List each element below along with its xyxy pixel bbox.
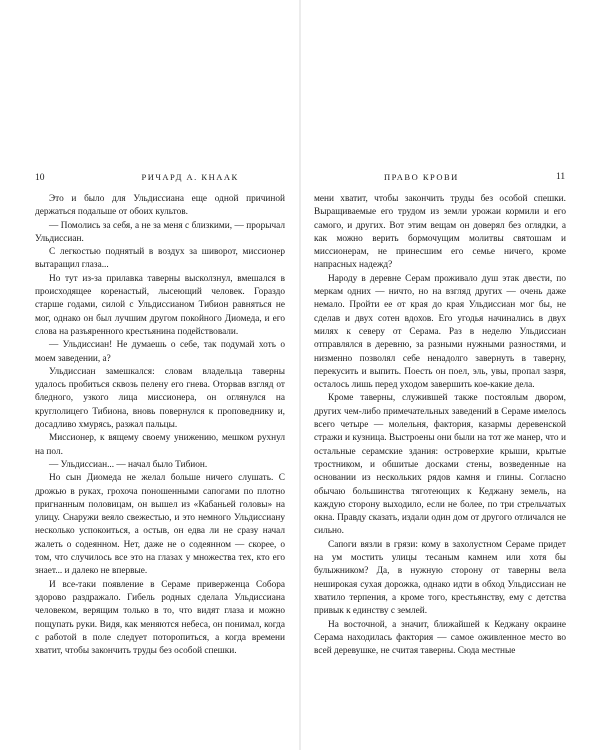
paragraph: — Ульдиссиан... — начал было Тибион. [49,459,208,470]
left-page-body [35,193,285,658]
right-page-body [314,193,566,658]
right-page-number: 11 [556,172,566,182]
left-page-header [35,172,335,183]
paragraph: С легкостью поднятый в воздух за шиворот, миссионер вытаращил глаза... [35,247,285,271]
paragraph: На восточной, а значит, ближайшей к Кеджану окраине Серама находилась фактория — самое оживленное место во всей деревушке, не считая таверны. Сюда местные [314,619,566,657]
left-page-number: 10 [35,173,45,183]
left-running-head: РИЧАРД А. КНААК [141,172,239,182]
paragraph: Миссионер, к вящему своему унижению, мешком рухнул на пол. [35,433,285,457]
paragraph: Но сын Диомеда не желал больше ничего слушать. С дрожью в руках, грохоча поношенными сапогами по плотно пригнанным половицам, он вышел из «Кабаньей головы» на улицу. Снаружи веяло свежестью, и это немного Ульдиссиану несколько успокоиться, а остыв, он едва ли не сразу начал жалеть о содеянном. Нет, даже не о содеянном — скорее, о том, что случилось все это на глазах у множества тех, кто его знает... и далеко не впервые. [35,473,285,577]
paragraph: И все-таки появление в Сераме приверженца Собора здорово раздражало. Гибель родных сделала Ульдиссиана человеком, верящим только в то, что видят глаза и можно пощупать руки. Видя, как меняются небеса, он понимал, когда с работой в поле следует поторопиться, а когда времени хватит, чтобы закончить труды без особой спешки. [35,579,285,657]
paragraph: Ульдиссиан замешкался: словам владельца таверны удалось пробиться сквозь пелену его гнева. Оторвав взгляд от бледного, узкого лица миссионера, он оглянулся на круглолицего Тибиона, вновь повернулся к проповеднику и, досадливо хмурясь, разжал пальцы. [35,366,285,431]
paragraph: — Помолись за себя, а не за меня с близкими, — прорычал Ульдиссиан. [35,220,285,244]
paragraph-continued: мени хватит, чтобы закончить труды без особой спешки. Выращиваемые его трудом из земли урожаи кормили и его самого, и других. Вот этим вещам он доверял без оглядки, а как можно верить бормочущим молитвы святошам и миссионерам, не принесшим его семье ничего, кроме напрасных надежд? [314,194,566,271]
paragraph: Сапоги вязли в грязи: кому в захолустном Сераме придет на ум мостить улицы тесаным камнем или хотя бы булыжником? Да, в нужную сторону от таверны вела неширокая сухая дорожка, однако идти в обход Ульдиссиан не хватило терпения, а кроме того, крестьянству, ему с детства привык к единству с землей. [314,539,566,617]
paragraph: — Ульдиссиан! Не думаешь о себе, так подумай хоть о моем заведении, а? [35,340,285,364]
paragraph: Кроме таверны, служившей также постоялым двором, других чем-либо примечательных заведений в Сераме имелось всего четыре — молельня, фактория, казармы деревенской стражи и кузница. Выстроены они были на тот же манер, что и остальные серамские здания: островерхие крыши, крытые тростником, и обшитые досками стены, возведенные на основании из нескольких рядов камня и глины. Согласно обычаю большинства тяготеющих к Кеджану земель, на каждую сторону выходило, если не более, по три стрельчатых окна. Правду сказать, издали один дом от другого отличался не сильно. [314,393,566,537]
right-page [300,0,600,750]
right-running-head: ПРАВО КРОВИ [384,172,459,182]
paragraph: Это и было для Ульдиссиана еще одной причиной держаться подальше от обоих культов. [35,194,285,218]
paragraph: Но тут из-за прилавка таверны высколзнул, вмешался в происходящее коренастый, лысеющий человек. Гораздо старше годами, силой с Ульдиссианом Тибион равняться не мог, однако он был лучшим другом покойного Диомеда, и его слова на разъяренного крестьянина подействовали. [35,273,285,337]
paragraph: Народу в деревне Серам проживало душ этак двести, по меркам одних — ничто, но на взгляд других — очень даже немало. Пройти ее от края до края Ульдиссиан мог бы, не сделав и двух сотен вдохов. Его угодья начинались в двух милях к северу от Серама. Раз в неделю Ульдиссиан отправлялся в деревню, за разными нужными разностями, и низменно позволял себе ненадолго завернуть в таверну, перекусить и выпить. Поесть он поел, эль, увы, пропал зазря, осталось лишь перед уходом завершить кое-какие дела. [314,273,566,391]
